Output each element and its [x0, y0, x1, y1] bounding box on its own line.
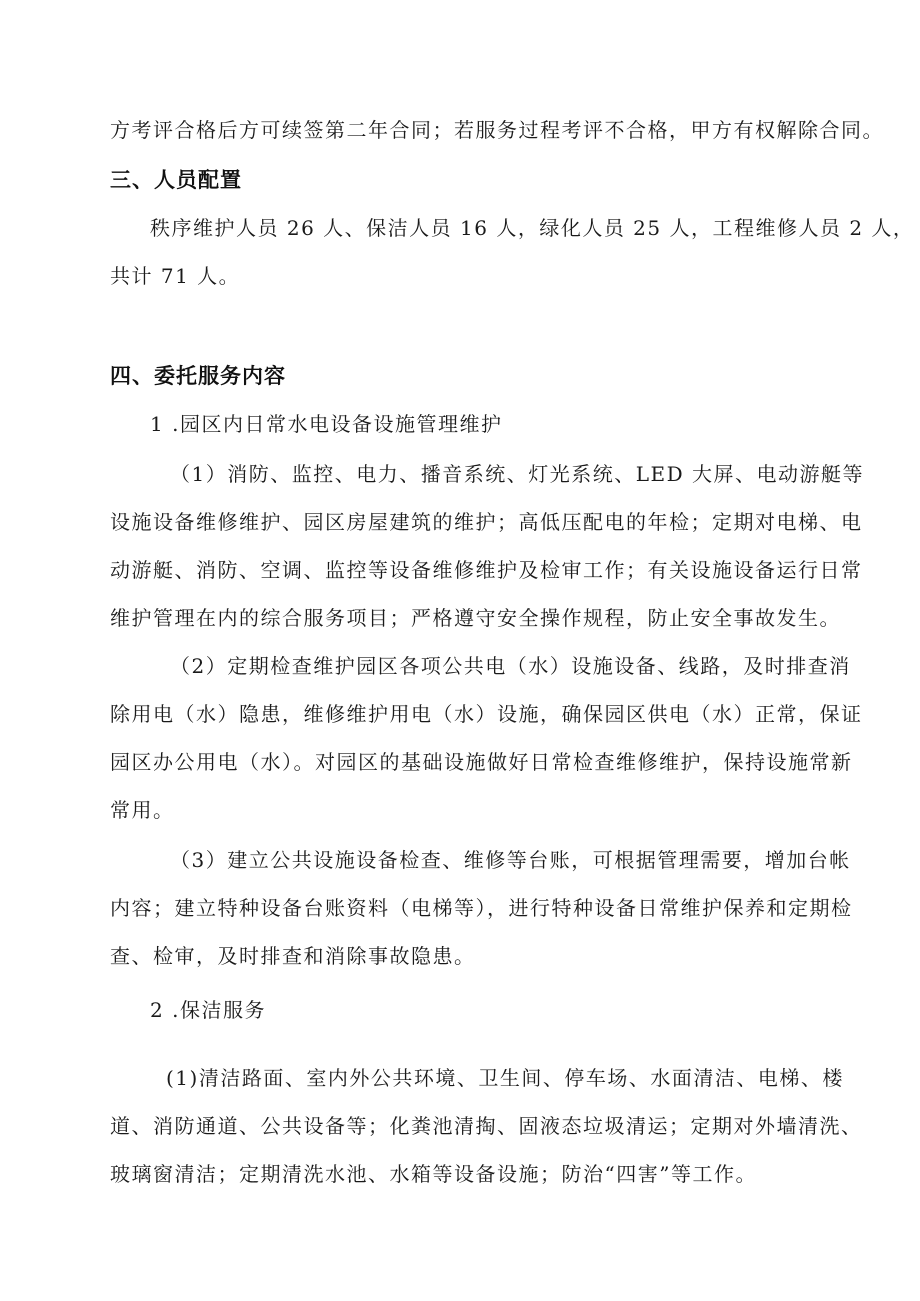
paragraph-line: 除用电（水）隐患，维修维护用电（水）设施，确保园区供电（水）正常，保证 [110, 702, 863, 726]
section-heading-services: 四、委托服务内容 [110, 364, 286, 388]
paragraph-line: 玻璃窗清洁；定期清洗水池、水箱等设备设施；防治“四害”等工作。 [110, 1162, 757, 1186]
paragraph-line: 道、消防通道、公共设备等；化粪池清掏、固液态垃圾清运；定期对外墙清洗、 [110, 1114, 863, 1138]
paragraph-line: 设施设备维修维护、园区房屋建筑的维护；高低压配电的年检；定期对电梯、电 [110, 510, 863, 534]
paragraph-line: 维护管理在内的综合服务项目；严格遵守安全操作规程，防止安全事故发生。 [110, 606, 841, 630]
paragraph-line: (1)清洁路面、室内外公共环境、卫生间、停车场、水面清洁、电梯、楼 [166, 1066, 844, 1090]
paragraph-line: 园区办公用电（水）。对园区的基础设施做好日常检查维修维护，保持设施常新 [110, 750, 853, 774]
paragraph-line: 方考评合格后方可续签第二年合同；若服务过程考评不合格，甲方有权解除合同。 [110, 118, 884, 142]
subsection-title: 1 .园区内日常水电设备设施管理维护 [150, 412, 503, 436]
paragraph-line: 查、检审，及时排查和消除事故隐患。 [110, 944, 476, 968]
paragraph-line: 动游艇、消防、空调、监控等设备维修维护及检审工作；有关设施设备运行日常 [110, 558, 863, 582]
subsection-title: 2 .保洁服务 [150, 998, 266, 1022]
paragraph-line: 共计 71 人。 [110, 264, 241, 288]
paragraph-line: 内容；建立特种设备台账资料（电梯等），进行特种设备日常维护保养和定期检 [110, 896, 853, 920]
paragraph-line: （3）建立公共设施设备检查、维修等台账，可根据管理需要，增加台帐 [170, 848, 851, 872]
paragraph-line: （2）定期检查维护园区各项公共电（水）设施设备、线路，及时排查消 [170, 654, 851, 678]
paragraph-line: （1）消防、监控、电力、播音系统、灯光系统、LED 大屏、电动游艇等 [170, 462, 864, 486]
paragraph-line: 秩序维护人员 26 人、保洁人员 16 人，绿化人员 25 人，工程维修人员 2 人， [150, 216, 915, 240]
paragraph-line: 常用。 [110, 798, 175, 822]
section-heading-staffing: 三、人员配置 [110, 168, 242, 192]
